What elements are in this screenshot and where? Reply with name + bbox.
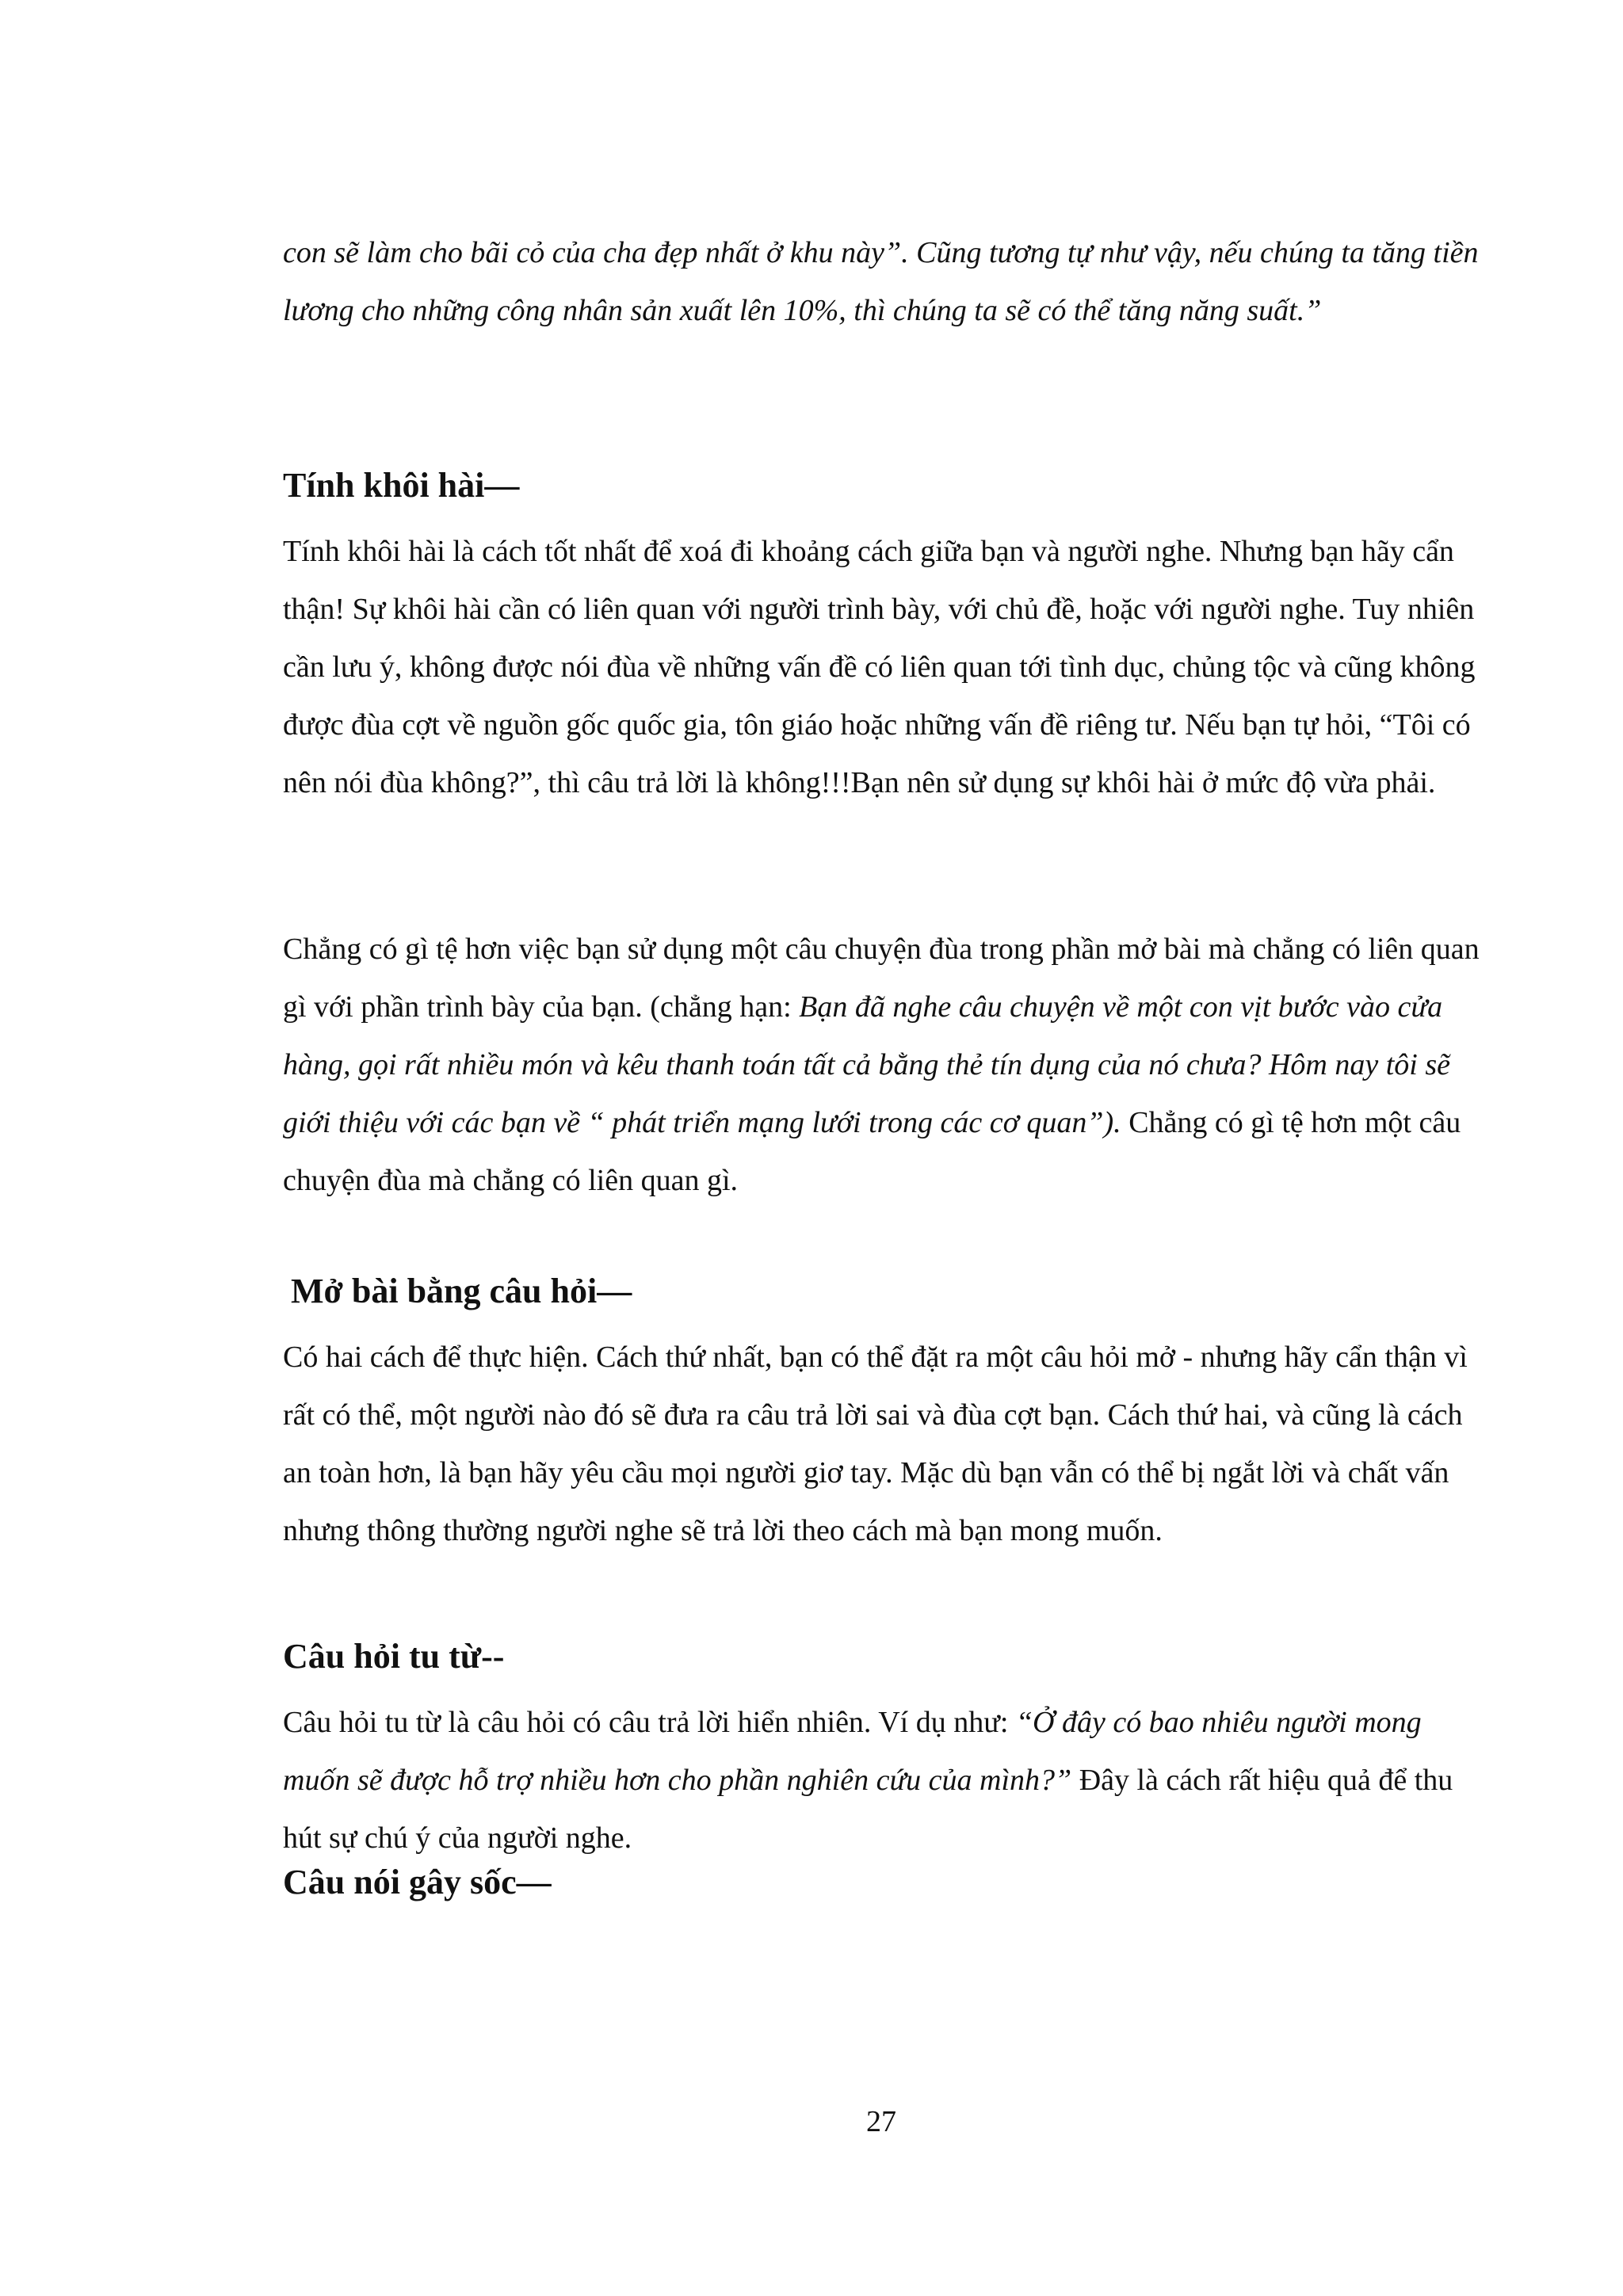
rhetorical-conclusion: Đây là cách rất hiệu quả để thu hút sự chú ý của người nghe. (283, 1764, 1453, 1855)
page-number: 27 (866, 2105, 896, 2138)
paragraph-question-opening: Có hai cách để thực hiện. Cách thứ nhất, bạn có thể đặt ra một câu hỏi mở - nhưng hãy cẩn thận vì rất có thể, một người nào đó sẽ đưa ra câu trả lời sai và đùa cợt bạn. Cách thứ hai, và cũng là cách an toàn hơn, là bạn hãy yêu cầu mọi người giơ tay. Mặc dù bạn vẫn có thể bị ngắt lời và chất vấn nhưng thông thường người nghe sẽ trả lời theo cách mà bạn mong muốn. (283, 1341, 1468, 1547)
paragraph-joke-example (283, 921, 1480, 1210)
rhetorical-intro: Câu hỏi tu từ là câu hỏi có câu trả lời hiển nhiên. Ví dụ như: (283, 1706, 1016, 1739)
paragraph-humor: Tính khôi hài là cách tốt nhất để xoá đi khoảng cách giữa bạn và người nghe. Nhưng bạn hãy cẩn thận! Sự khôi hài cần có liên quan với người trình bày, với chủ đề, hoặc với người nghe. Tuy nhiên cần lưu ý, không được nói đùa về những vấn đề có liên quan tới tình dục, chủng tộc và cũng không được đùa cợt về nguồn gốc quốc gia, tôn giáo hoặc những vấn đề riêng tư. Nếu bạn tự hỏi, “Tôi có nên nói đùa không?”, thì câu trả lời là không!!!Bạn nên sử dụng sự khôi hài ở mức độ vừa phải. (283, 535, 1476, 799)
joke-example-intro: Chẳng có gì tệ hơn việc bạn sử dụng một câu chuyện đùa trong phần mở bài mà chẳng có liên quan gì với phần trình bày của bạn. (chẳng hạn: (283, 933, 1480, 1024)
heading-question-opening: Mở bài bằng câu hỏi— (291, 1272, 632, 1310)
paragraph-rhetorical-question (283, 1694, 1480, 1867)
rhetorical-example: “Ở đây có bao nhiêu người mong muốn sẽ được hỗ trợ nhiều hơn cho phần nghiên cứu của mình?” (283, 1706, 1422, 1797)
joke-example-conclusion: Chẳng có gì tệ hơn một câu chuyện đùa mà chẳng có liên quan gì. (283, 1106, 1461, 1197)
document-page (283, 0, 1480, 2296)
heading-shocking-statement: Câu nói gây sốc— (283, 1863, 552, 1901)
paragraph-continuation: con sẽ làm cho bãi cỏ của cha đẹp nhất ở khu này”. Cũng tương tự như vậy, nếu chúng ta tăng tiền lương cho những công nhân sản xuất lên 10%, thì chúng ta sẽ có thể tăng năng suất.” (283, 236, 1479, 327)
heading-humor: Tính khôi hài— (283, 466, 520, 505)
heading-rhetorical-question: Câu hỏi tu từ-- (283, 1637, 505, 1676)
joke-example-quote: Bạn đã nghe câu chuyện về một con vịt bước vào cửa hàng, gọi rất nhiều món và kêu thanh toán tất cả bằng thẻ tín dụng của nó chưa? Hôm nay tôi sẽ giới thiệu với các bạn về “ phát triển mạng lưới trong các cơ quan”). (283, 990, 1450, 1139)
